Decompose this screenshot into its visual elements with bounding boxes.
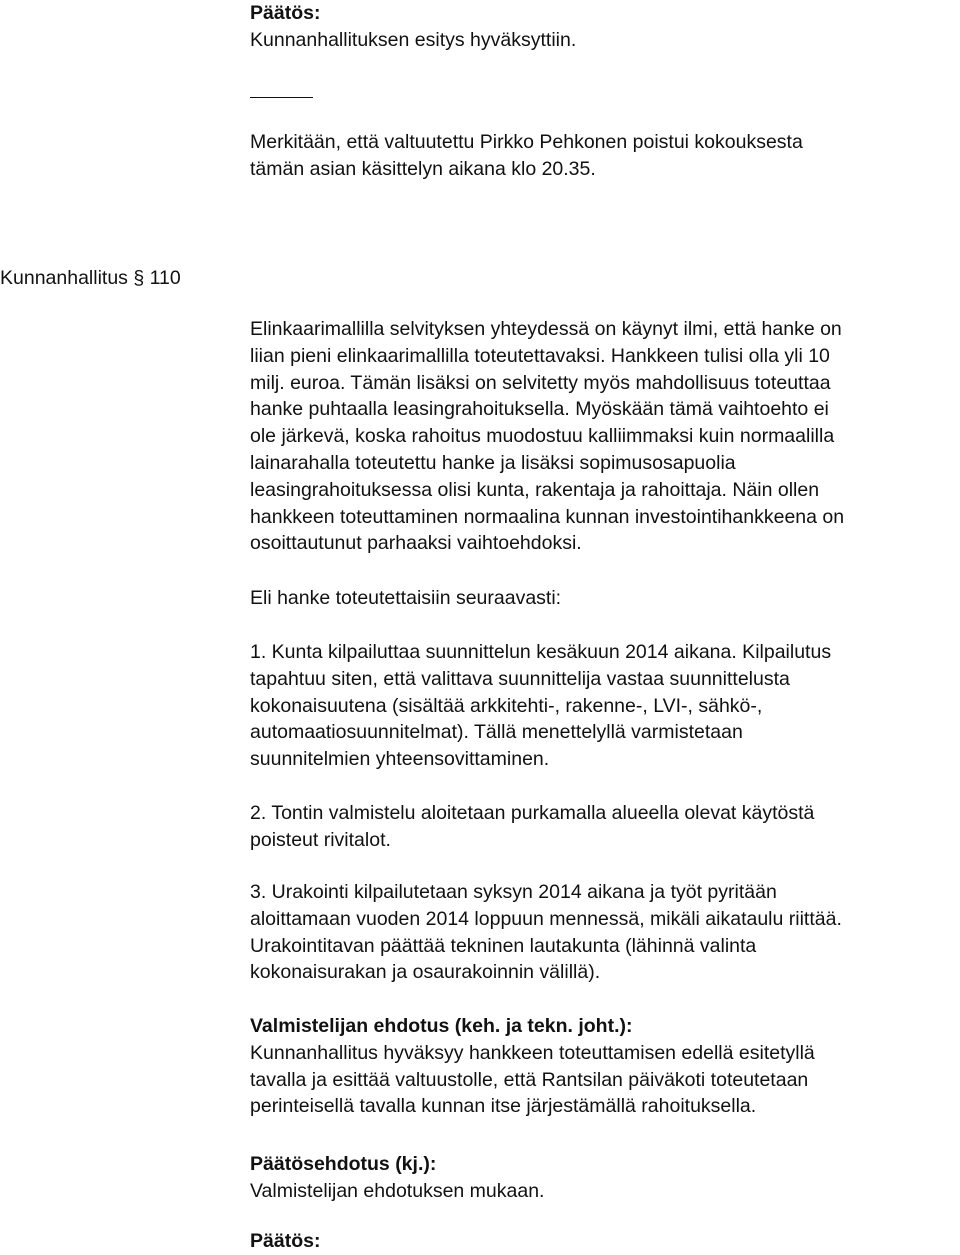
- body-line: hankkeen toteuttaminen normaalina kunnan investointihankkeena on: [250, 505, 845, 528]
- step-3: [250, 879, 958, 986]
- step-line: 2. Tontin valmistelu aloitetaan purkamalla alueella olevat käytöstä: [250, 802, 815, 824]
- proposal-heading: Valmistelijan ehdotus (keh. ja tekn. joht.):: [250, 1015, 633, 1037]
- step-2: [250, 800, 958, 854]
- body-line: Elinkaarimallilla selvityksen yhteydessä on käynyt ilmi, että hanke on: [250, 318, 842, 340]
- body-paragraph: [250, 316, 958, 557]
- decision-heading: Päätös:: [250, 2, 321, 24]
- proposal-section: [250, 1013, 958, 1120]
- step-line: 1. Kunta kilpailuttaa suunnittelun kesäkuun 2014 aikana. Kilpailutus: [250, 641, 832, 663]
- body-line: osoittautunut parhaaksi vaihtoehdoksi.: [250, 532, 582, 555]
- decision-bottom-heading: Päätös:: [250, 1230, 321, 1252]
- body-line: liian pieni elinkaarimallilla toteutettavaksi. Hankkeen tulisi olla yli 10: [250, 344, 830, 367]
- intro-text: [250, 585, 958, 612]
- decision-proposal-section: [250, 1151, 958, 1205]
- body-line: leasingrahoituksessa olisi kunta, rakentaja ja rahoittaja. Näin ollen: [250, 478, 820, 501]
- step-line: suunnitelmien yhteensovittaminen.: [250, 748, 550, 771]
- step-line: Urakointitavan päättää tekninen lautakunta (lähinnä valinta: [250, 934, 757, 957]
- proposal-line: perinteisellä tavalla kunnan itse järjestämällä rahoituksella.: [250, 1095, 757, 1118]
- step-line: 3. Urakointi kilpailutetaan syksyn 2014 aikana ja työt pyritään: [250, 881, 777, 903]
- decision-bottom-section: [250, 1228, 958, 1255]
- decision-proposal-heading: Päätösehdotus (kj.):: [250, 1153, 437, 1175]
- step-line: kokonaisuutena (sisältää arkkitehti-, rakenne-, LVI-, sähkö-,: [250, 694, 763, 717]
- body-line: milj. euroa. Tämän lisäksi on selvitetty myös mahdollisuus toteuttaa: [250, 371, 831, 394]
- decision-section: [250, 0, 958, 54]
- separator-line: [250, 97, 313, 98]
- step-line: poisteut rivitalot.: [250, 828, 391, 851]
- step-line: automaatiosuunnitelmat). Tällä menettelyllä varmistetaan: [250, 721, 743, 744]
- body-line: hanke puhtaalla leasingrahoituksella. Myöskään tämä vaihtoehto ei: [250, 398, 829, 421]
- step-1: [250, 639, 958, 773]
- decision-proposal-text: Valmistelijan ehdotuksen mukaan.: [250, 1179, 545, 1202]
- intro-line: Eli hanke toteutettaisiin seuraavasti:: [250, 587, 562, 609]
- note-line: Merkitään, että valtuutettu Pirkko Pehkonen poistui kokouksesta: [250, 131, 803, 153]
- proposal-line: tavalla ja esittää valtuustolle, että Rantsilan päiväkoti toteutetaan: [250, 1068, 809, 1091]
- step-line: aloittamaan vuoden 2014 loppuun mennessä, mikäli aikataulu riittää.: [250, 907, 842, 930]
- note-paragraph: [250, 129, 958, 183]
- note-line: tämän asian käsittelyn aikana klo 20.35.: [250, 157, 596, 180]
- section-label: Kunnanhallitus § 110: [0, 267, 181, 289]
- step-line: tapahtuu siten, että valittava suunnittelija vastaa suunnittelusta: [250, 667, 790, 690]
- decision-text: Kunnanhallituksen esitys hyväksyttiin.: [250, 28, 577, 51]
- step-line: kokonaisurakan ja osaurakoinnin välillä).: [250, 961, 601, 984]
- proposal-line: Kunnanhallitus hyväksyy hankkeen toteuttamisen edellä esitetyllä: [250, 1041, 815, 1064]
- body-line: lainarahalla toteutettu hanke ja lisäksi sopimusosapuolia: [250, 451, 736, 474]
- body-line: ole järkevä, koska rahoitus muodostuu kalliimmaksi kuin normaalilla: [250, 425, 835, 448]
